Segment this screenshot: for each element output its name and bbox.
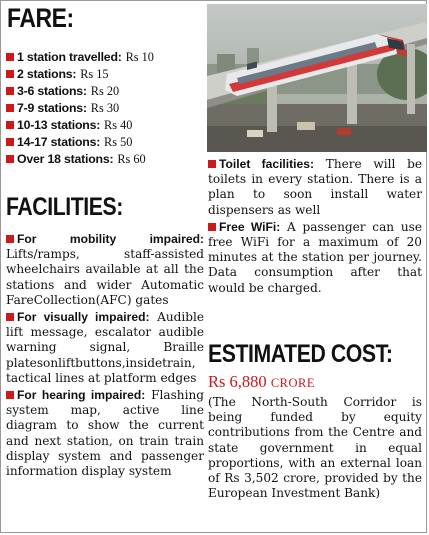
fare-heading: FARE:	[7, 3, 74, 33]
estimated-cost-heading: ESTIMATED COST:	[208, 340, 393, 368]
facility-label: For mobility impaired:	[17, 232, 204, 246]
fare-item	[6, 66, 202, 83]
fare-item-value: Rs 10	[125, 50, 154, 64]
red-bullet-icon	[6, 313, 14, 321]
fare-item-value: Rs 15	[80, 67, 109, 81]
fare-item	[6, 100, 202, 117]
fare-item-label: 2 stations:	[17, 67, 77, 81]
red-bullet-icon	[208, 160, 216, 168]
facility-text: Audible lift message, escalator audible warning signal, Braille platesonliftbuttons,insidetrain, tactical lines at platform edges	[6, 310, 204, 385]
red-bullet-icon	[6, 87, 14, 95]
metro-train-photo	[207, 4, 427, 152]
facility-toilet	[208, 157, 422, 218]
cost-unit: CRORE	[270, 376, 315, 390]
fare-item-label: 14-17 stations:	[17, 135, 101, 149]
facility-hearing	[6, 388, 204, 479]
fare-item-label: 3-6 stations:	[17, 84, 87, 98]
fare-item-value: Rs 20	[90, 84, 120, 98]
fare-item-value: Rs 50	[104, 135, 133, 149]
fare-item-label: 1 station travelled:	[17, 50, 122, 64]
fare-item	[6, 49, 202, 66]
facility-label: Toilet facilities:	[219, 157, 315, 171]
facility-text: Flashing system map, active line diagram to show the current and next station, on train train display system and passenger information display system	[6, 388, 204, 479]
red-bullet-icon	[6, 104, 14, 112]
cost-note: (The North-South Corridor is being funded by equity contributions from the Centre and state government in equal proportions, with an external loan of Rs 3,502 crore, provided by the European Investment Bank)	[208, 395, 422, 501]
red-bullet-icon	[6, 70, 14, 78]
red-bullet-icon	[208, 223, 216, 231]
fare-item	[6, 83, 202, 100]
facility-label: Free WiFi:	[219, 219, 281, 234]
facility-label: For visually impaired:	[17, 310, 150, 325]
fare-item	[6, 151, 202, 168]
fare-item	[6, 134, 202, 151]
facility-wifi	[208, 220, 422, 296]
fare-item	[6, 117, 202, 134]
red-bullet-icon	[6, 235, 14, 243]
red-bullet-icon	[6, 391, 14, 399]
fare-item-label: Over 18 stations:	[17, 152, 114, 166]
red-bullet-icon	[6, 53, 14, 61]
red-bullet-icon	[6, 121, 14, 129]
facility-text: A passenger can use free WiFi for a maximum of 20 minutes at the station per journey. Data consumption after that would be charged.	[208, 219, 422, 295]
facility-mobility	[6, 232, 204, 308]
facilities-heading: FACILITIES:	[6, 193, 123, 221]
facility-visual	[6, 310, 204, 386]
facility-label: For hearing impaired:	[17, 388, 146, 403]
estimated-cost-value	[208, 372, 315, 392]
fare-item-value: Rs 60	[117, 152, 146, 166]
red-bullet-icon	[6, 155, 14, 163]
fare-item-label: 10-13 stations:	[17, 118, 101, 132]
facility-text: Lifts/ramps, staff-assisted wheelchairs available at all the stations and wider Automatic FareCollection(AFC) gates	[6, 247, 204, 307]
cost-amount: Rs 6,880	[208, 372, 267, 391]
fare-item-value: Rs 30	[90, 101, 120, 115]
fare-list	[6, 49, 202, 168]
facilities-left-column	[6, 232, 204, 481]
fare-item-label: 7-9 stations:	[17, 101, 87, 115]
fare-item-value: Rs 40	[104, 118, 133, 132]
facility-text: There will be toilets in every station. There is a plan to soon install water dispensers as well	[208, 157, 422, 217]
red-bullet-icon	[6, 138, 14, 146]
facilities-right-column	[208, 157, 422, 298]
